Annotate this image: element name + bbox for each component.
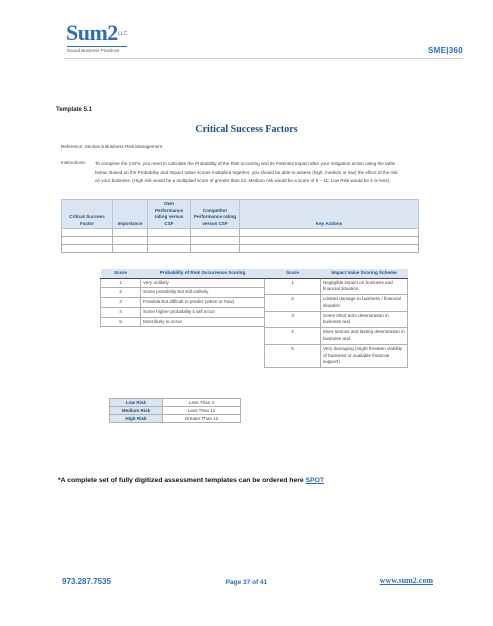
score-cell: 5 [101,317,141,327]
order-note [58,477,324,484]
csf-header-row [62,200,419,229]
csf-header-factor: Critical Success Factor [62,200,113,229]
score-cell: 4 [101,307,141,317]
score-cell: 2 [101,288,141,298]
table-cell[interactable] [240,245,419,253]
impact-header-scheme: Impact Value Scoring Scheme [321,269,408,278]
risk-level-threshold: Less Than 4 [163,399,241,407]
reference-line: Reference: Section 5 Business Risk Management [61,144,163,149]
table-cell[interactable] [240,229,419,237]
table-cell[interactable] [113,237,148,245]
instructions-text: To complete the CSFs, you need to calculate the Probability of the Risk occurring and its Potential Impact after your mitigation action using the table below. Based on the Probability and Impact Value scores multiplied together, you should be able to assess (high, medium or low) the effect of the risk on your business. (High risk would be a multiplied score of greater than 12; Medium risk would be a score of 5 – 11; Low Risk would be 4 or less). [95,161,398,184]
impact-header-row [265,269,408,278]
table-row [101,307,265,317]
brand-label: SME|360 [427,46,463,55]
table-cell[interactable] [148,245,191,253]
template-label: Template 5.1 [56,107,92,113]
description-cell: Very unlikely [141,278,265,288]
csf-table [61,199,419,253]
table-row [101,317,265,327]
logo-tagline: Sound Business Practices [67,46,127,53]
table-cell[interactable] [240,237,419,245]
description-cell: Some short term deterioration in business and [321,311,408,328]
table-cell[interactable] [191,237,240,245]
table-cell[interactable] [148,237,191,245]
score-cell: 1 [101,278,141,288]
logo-llc: LLC [118,31,128,37]
table-row [110,399,241,407]
table-cell[interactable] [62,229,113,237]
table-cell[interactable] [62,237,113,245]
csf-header-competitor-performance: Competitor Performance rating versus CSF [191,200,240,229]
risk-level-table [109,398,241,423]
company-logo [66,20,128,53]
score-cell: 1 [265,278,321,295]
table-row [265,278,408,295]
page-number: Page 37 of 41 [225,579,268,586]
probability-table [100,269,265,327]
score-cell: 3 [265,311,321,328]
table-row [62,229,419,237]
spot-link[interactable]: SPOT [305,477,325,484]
order-note-text: *A complete set of fully digitized assessment templates can be ordered here [58,477,304,484]
description-cell: More serious and lasting deterioration in business and [321,328,408,345]
header-divider [64,58,463,59]
table-cell[interactable] [62,245,113,253]
probability-header-row [101,269,265,278]
table-cell[interactable] [113,245,148,253]
description-cell: Limited damage to business / financial situation [321,295,408,312]
impact-table [264,269,408,368]
description-cell: Some higher probability it will occur [141,307,265,317]
table-row [101,298,265,308]
risk-level-threshold: Greater Than 12 [163,415,241,423]
table-cell[interactable] [148,229,191,237]
table-row [265,328,408,345]
score-cell: 4 [265,328,321,345]
table-row [101,288,265,298]
score-cell: 2 [265,295,321,312]
page-title: Critical Success Factors [195,124,298,135]
table-cell[interactable] [191,229,240,237]
score-cell: 5 [265,344,321,367]
table-row [265,295,408,312]
risk-level-label: High Risk [110,415,163,423]
description-cell: Some possibility but still unlikely [141,288,265,298]
logo-text: Sum2 [66,20,118,45]
risk-level-label: Medium Risk [110,407,163,415]
probability-header-scoring: Probability of Risk Occurrence Scoring [141,269,265,278]
description-cell: Negligible impact on business and financial situation [321,278,408,295]
footer-phone: 973.287.7535 [62,577,111,586]
table-row [101,278,265,288]
table-row [265,311,408,328]
table-cell[interactable] [113,229,148,237]
csf-header-own-performance: Own Performance rating versus CSF [148,200,191,229]
impact-header-score: Score [265,269,321,278]
table-row [62,245,419,253]
probability-header-score: Score [101,269,141,278]
footer-website-link[interactable]: www.sum2.com [379,576,433,585]
table-row [110,415,241,423]
table-cell[interactable] [191,245,240,253]
table-row [110,407,241,415]
risk-level-label: Low Risk [110,399,163,407]
description-cell: Possible but difficult to predict (when or how) [141,298,265,308]
csf-header-importance: Importance [113,200,148,229]
description-cell: Very damaging (might threaten viability of business or available financial support) [321,344,408,367]
csf-header-key-actions: Key Actions [240,200,419,229]
risk-level-threshold: Less Than 11 [163,407,241,415]
instructions-label: Instructions: [61,160,86,165]
score-cell: 3 [101,298,141,308]
table-row [62,237,419,245]
table-row [265,344,408,367]
description-cell: Most likely to occur [141,317,265,327]
